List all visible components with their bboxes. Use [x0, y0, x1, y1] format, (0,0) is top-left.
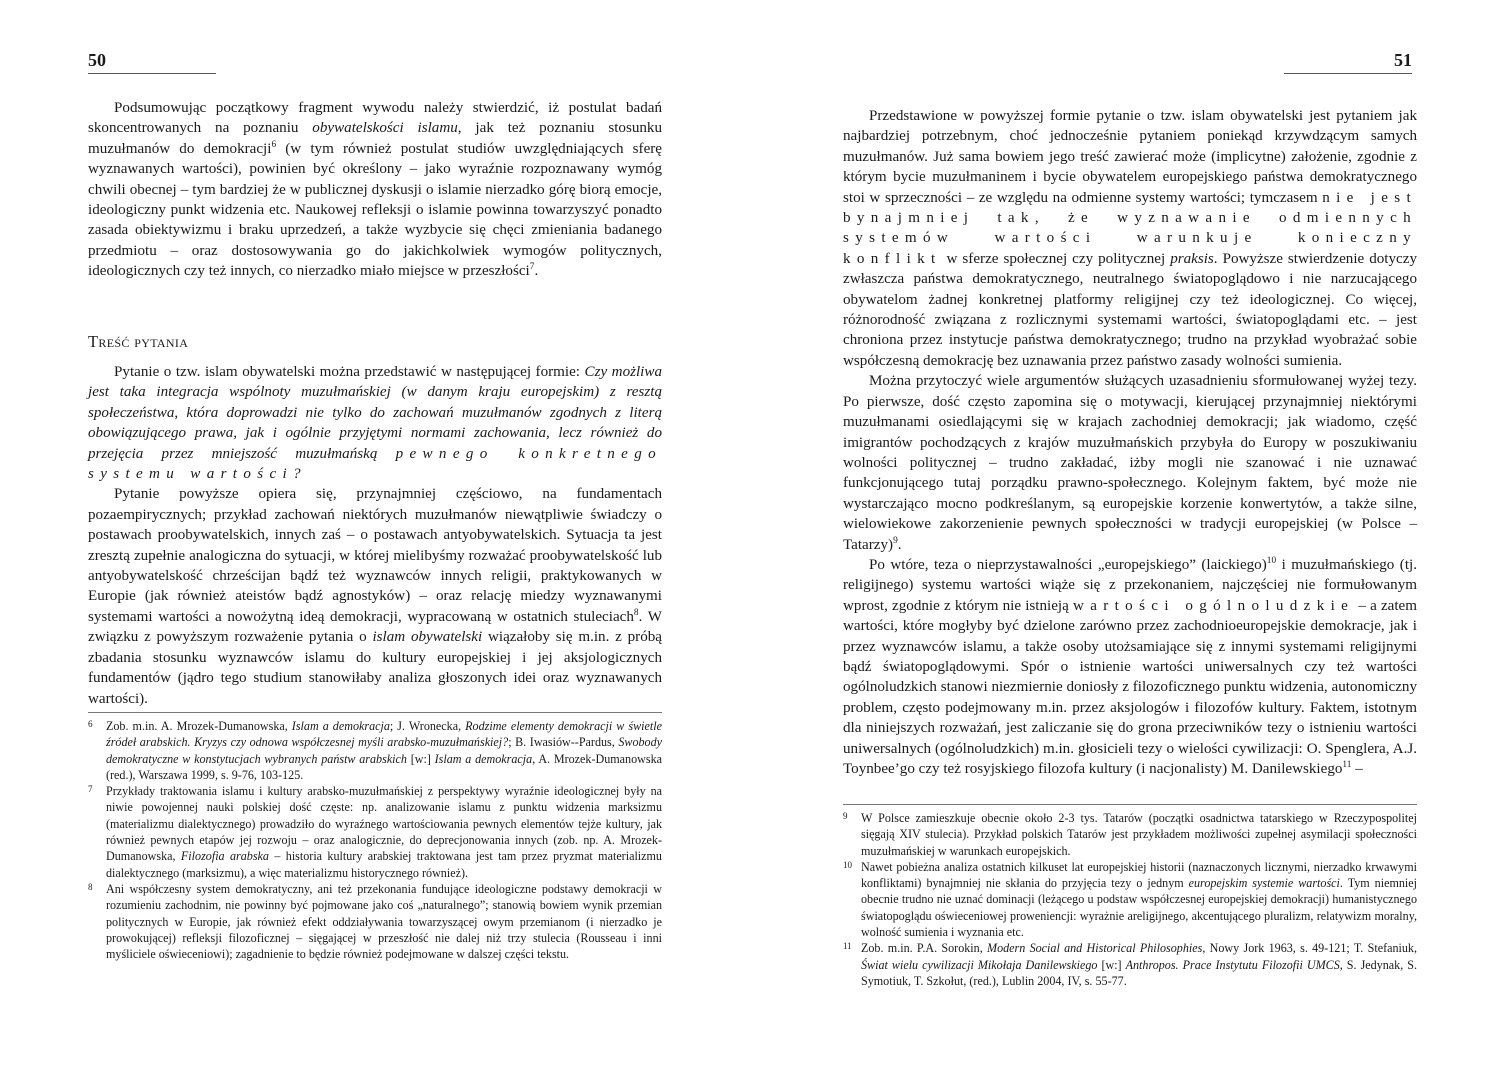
paragraph: [88, 484, 662, 708]
text-span: Można przytoczyć wiele argumentów służących uzasadnieniu sformułowanej wyżej tezy. Po pierwsze, dość często zapomina się o motywacji, kierującej przynajmniej niektórymi muzułmanami osiedlającymi się w krajach zachodniej demokracji; jak wiadomo, część imigrantów pochodzących z krajów muzułmańskich przybyła do Europy w poszukiwaniu wolności politycznej – trudno zakładać, iżby mogli nie szanować i nie uznawać funkcjonującego tutaj porządku prawno-społecznego. Kolejnym faktem, być może nie wystarczająco mocno podkreślanym, są europejskie korzenie konwertytów, a także silne, wielowiekowe zakorzenienie pewnych społeczności w tradycji europejskiej (w Polsce – Tatarzy): [843, 373, 1417, 553]
text-span: –: [1351, 761, 1363, 777]
footnote-number: 7: [88, 784, 93, 795]
section-heading: Treść pytania: [88, 332, 189, 351]
text-span: Ani współczesny system demokratyczny, ani też przekonania fundujące ideologiczne podstawy demokracji w rozumieniu zachodnim, nie powinny być pojmowane jako coś „naturalnego”; stanowią bowiem wynik przemian politycznych w Europie, jak również efekt oddziaływania towarzyszącej owym przemianom (i nierzadko je prowokującej) refleksji filozoficznej – sięgającej w przeszłość nie dalej niż trzy stulecia (Rousseau i inni myśliciele oświeceniowi); zagadnienie to będzie również podejmowane w dalszej części tekstu.: [106, 881, 662, 962]
text-span: , jak też poznaniu stosunku muzułmanów do demokracji: [88, 120, 663, 157]
text-span: ; B. Iwasiów-‑Pardus,: [508, 735, 619, 750]
italic-text: obywatelskości islamu: [312, 120, 458, 137]
spaced-italic-text: pewnego konkretnego systemu wartości: [88, 445, 662, 483]
footnote-number: 9: [843, 811, 848, 821]
text-span: Przykłady traktowania islamu i kultury arabsko-muzułmańskiej z perspektywy wyraźnie ideologicznej były na niwie powojennej nauki polskiej dość częste: np. analizowanie islamu z punktu widzenia marksizmu (materializmu dialektycznego) prowadziło do wyraźnego wartościowania pewnych elementów tejże kultury, jak również pewnych etapów jej rozwoju – oraz analogicznie, do deprecjonowania innych (zob. np. A. Mrozek-Dumanowska,: [106, 784, 662, 864]
italic-text: Swobody demokratyczne w konstytucjach wybranych państw arabskich: [106, 735, 663, 766]
right-body: [843, 106, 1417, 779]
header-rule-right: [1284, 73, 1412, 74]
footnote: [843, 859, 1417, 940]
paragraph: [88, 98, 662, 282]
right-page: [750, 0, 1500, 1072]
text-span: – a zatem wartości, które mogłyby być dzielone zarówno przez zachodnioeuropejskie demokracje, jak i przez wyznawców islamu, a także osoby utożsamiające się z innymi systemami religijnymi bądź światopoglądowymi. Spór o istnienie wartości uniwersalnych czy też wartości ogólnoludzkich stanowi niezmiernie doniosły z filozoficznego punktu widzenia, autonomiczny problem, często podejmowany m.in. przez aksjologów i filozofów kultury. Faktem, istotnym dla niniejszych rozważań, jest zaliczanie się do grona przeciwników tezy o istnieniu wartości uniwersalnych (ogólnoludzkich) m.in. głosicieli tezy o wielości cywilizacji: O. Spenglera, A.J. Toynbee’go czy też rosyjskiego filozofa kultury (i nacjonalisty) M. Danilewskiego: [843, 597, 1417, 777]
text-span: Zob. m.in. A. Mrozek-Dumanowska,: [106, 719, 292, 733]
text-span: . W związku z powyższym rozważenie pytania o: [88, 608, 662, 646]
italic-text: Islam a demokracja: [434, 751, 533, 766]
left-body-2: [88, 362, 662, 709]
text-span: Nawet pobieżna analiza ostatnich kilkuset lat europejskiej historii (naznaczonych licznymi, nierzadko krwawymi konfliktami) bynajmniej nie skłania do przyjęcia tezy o jednym: [861, 859, 1417, 891]
footnote: [88, 881, 662, 962]
text-span: Pytanie powyższe opiera się, przynajmniej częściowo, na fundamentach pozaempirycznych; przykład zachowań niektórych muzułmanów niewątpliwie świadczy o postawach proobywatelskich, innych zaś – o postawach antyobywatelskich. Sytuacja ta jest zresztą zupełnie analogiczna do sytuacji, w której mielibyśmy rozważać proobywatelskość lub antyobywatelskość chrześcijan bądź też wyznawców innych religii, praktykowanych w Europie (jak również ateistów bądź agnostyków) – oraz relację miedzy wyznawanymi systemami wartości a nowożytną ideą demokracji, wypracowaną w ostatnich stuleciach: [88, 486, 662, 625]
text-span: i muzułmańskiego (tj. religijnego) systemu wartości wiąże się z przekonaniem, najczęściej nie formułowanym wprost, zgodnie z którym nie istnieją: [843, 556, 1417, 614]
footnote-ref: 7: [529, 262, 535, 273]
footnote: [88, 783, 662, 881]
spaced-text: nie jest bynajmniej tak, że wyznawanie odmiennych systemów wartości warunkuje konieczny konflikt: [843, 189, 1417, 267]
text-span: wiązałoby się m.in. z próbą zbadania stosunku wyznawców islamu do kultury europejskiej i jej aksjologicznych fundamentów (jądro tego studium stanowiłaby analiza głoszonych idei oraz wyznawanych wartości).: [88, 629, 662, 707]
section-heading-block: [88, 332, 662, 352]
text-span: Zob. m.in. P.A. Sorokin,: [861, 941, 987, 956]
footnote-number: 8: [88, 881, 93, 892]
paragraph: [843, 371, 1417, 555]
page-number-right: 51: [1394, 50, 1412, 70]
footnote: [843, 810, 1417, 859]
italic-text: ?: [293, 466, 301, 483]
footnote-ref: 8: [633, 607, 639, 618]
text-span: [w:]: [1097, 957, 1126, 972]
left-body: [88, 98, 662, 282]
italic-text: praksis: [1170, 250, 1214, 267]
header-rule-left: [88, 73, 216, 74]
text-span: , Nowy Jork 1963, s. 49-121; T. Stefaniuk,: [1202, 941, 1417, 956]
footnote: [88, 718, 662, 783]
italic-text: Modern Social and Historical Philosophies: [987, 941, 1203, 956]
footnote-separator-left: [88, 712, 662, 713]
footnote: [843, 940, 1417, 989]
text-span: .: [897, 536, 902, 553]
paragraph: [88, 362, 662, 484]
text-span: Pytanie o tzw. islam obywatelski można przedstawić w następującej formie:: [114, 364, 585, 380]
footnote-ref: 11: [1342, 759, 1352, 770]
italic-text: Anthropos. Prace Instytutu Filozofii UMCS: [1125, 957, 1340, 972]
italic-text: Czy możliwa jest taka integracja wspólnoty muzułmańskiej (w danym kraju europejskim) z resztą społeczeństwa, która doprowadzi nie tylko do zachowań muzułmanów zgodnych z literą obowiązującego prawa, jak i ogólnie przyjętymi normami zachowania, lecz również do przejęcia przez mniejszość muzułmańską: [88, 364, 662, 462]
italic-text: europejskim systemie wartości: [1188, 876, 1340, 891]
footnote-ref: 6: [271, 139, 277, 150]
footnote-ref: 10: [1266, 555, 1277, 566]
paragraph: [843, 106, 1417, 371]
text-span: (w tym również postulat studiów uwzględniających sferę wyznawanych wartości), powinien być określony – jako wyraźnie rozpoznawany wymóg chwili obecnej – tym bardziej że w publicznej dyskusji o islamie nierzadko górę biorą emocje, ideologiczny punkt widzenia etc. Naukowej refleksji o islamie powinna towarzyszyć ponadto zasada obiektywizmu i braku uprzedzeń, a także wyzbycie się chęci zmieniania badanego przedmiotu – oraz dostosowywania go do jakichkolwiek wymogów politycznych, ideologicznych czy też innych, co nierzadko miało miejsce w przeszłości: [88, 140, 662, 280]
footnote-number: 10: [843, 859, 852, 870]
text-span: Po wtóre, teza o nieprzystawalności „europejskiego” (laickiego): [869, 556, 1267, 573]
text-span: Podsumowując początkowy fragment wywodu należy stwierdzić, iż postulat badań skoncentrowanych na poznaniu: [88, 100, 662, 137]
italic-text: Filozofia arabska: [180, 849, 269, 864]
text-span: . Powyższe stwierdzenie dotyczy zwłaszcza państwa demokratycznego, neutralnego światopoglądowo i nie narzucającego obywatelom żadnej konkretnej platformy religijnej czy też ideologicznej. Co więcej, różnorodność związana z rozlicznymi systemami wartości, światopoglądami etc. – jest chroniona przez instytucje państwa demokratycznego; trudno na przykład wyobrażać sobie współczesną demokrację bez uznawania przez państwo zasady wolności sumienia.: [843, 250, 1417, 369]
paragraph: [843, 555, 1417, 779]
spaced-text: wartości ogólnoludzkie: [1073, 597, 1355, 614]
italic-text: Świat wielu cywilizacji Mikołaja Danilewskiego: [861, 957, 1098, 972]
text-span: – historia kultury arabskiej traktowana jest tam przez pryzmat materializmu dialektycznego (marksizmu), a więc materializmu historycznego również).: [106, 849, 662, 880]
footnotes-left: [88, 718, 662, 962]
footnotes-right: [843, 810, 1417, 989]
text-span: w sferze społecznej czy politycznej: [941, 250, 1171, 267]
text-span: [w:]: [406, 751, 435, 766]
text-span: .: [534, 263, 539, 280]
text-span: ; J. Wronecka,: [389, 719, 466, 733]
text-span: , S. Jedynak, S. Symotiuk, T. Szkołut, (red.), Lublin 2004, IV, s. 55-77.: [861, 957, 1417, 988]
text-span: . Tym niemniej obecnie trudno nie uznać dominacji (leżącego u podstaw współczesnej europejskiej demokracji) humanistycznego światopoglądu oświeceniowej proweniencji: wyrażnie areligijnego, akcentującego pluralizm, relatywizm moralny, wolność sumienia i wyznania etc.: [861, 876, 1417, 940]
italic-text: Rodzime elementy demokracji w świetle źródeł arabskich. Kryzys czy odnowa współczesnej myśli arabsko-muzułmańskiej?: [106, 719, 662, 750]
footnote-separator-right: [843, 804, 1417, 805]
page-number-left: 50: [88, 50, 106, 70]
italic-text: Islam a demokracja: [291, 719, 390, 733]
text-span: W Polsce zamieszkuje obecnie około 2-3 tys. Tatarów (początki osadnictwa tatarskiego w Rzeczypospolitej sięgają XIV stulecia). Przykład polskich Tatarów jest przykładem możliwości zupełnej asymilacji społeczności muzułmańskiej w warunkach europejskich.: [861, 811, 1417, 858]
footnote-number: 11: [843, 941, 852, 952]
text-span: Przedstawione w powyższej formie pytanie o tzw. islam obywatelski jest pytaniem jak najbardziej potrzebnym, choć jednocześnie pytaniem poniekąd krzywdzącym samych muzułmanów. Już sama bowiem jego treść zawierać może (implicytne) założenie, zgodnie z którym bycie muzułmaninem i bycie obywatelem europejskiego państwa demokratycznego stoi w sprzeczności – ze względu na odmienne systemy wartości; tymczasem: [843, 108, 1417, 206]
footnote-number: 6: [88, 719, 93, 729]
text-span: , A. Mrozek-Dumanowska (red.), Warszawa 1999, s. 9-76, 103-125.: [106, 751, 662, 782]
footnote-ref: 9: [893, 535, 898, 546]
italic-text: islam obywatelski: [372, 629, 483, 646]
